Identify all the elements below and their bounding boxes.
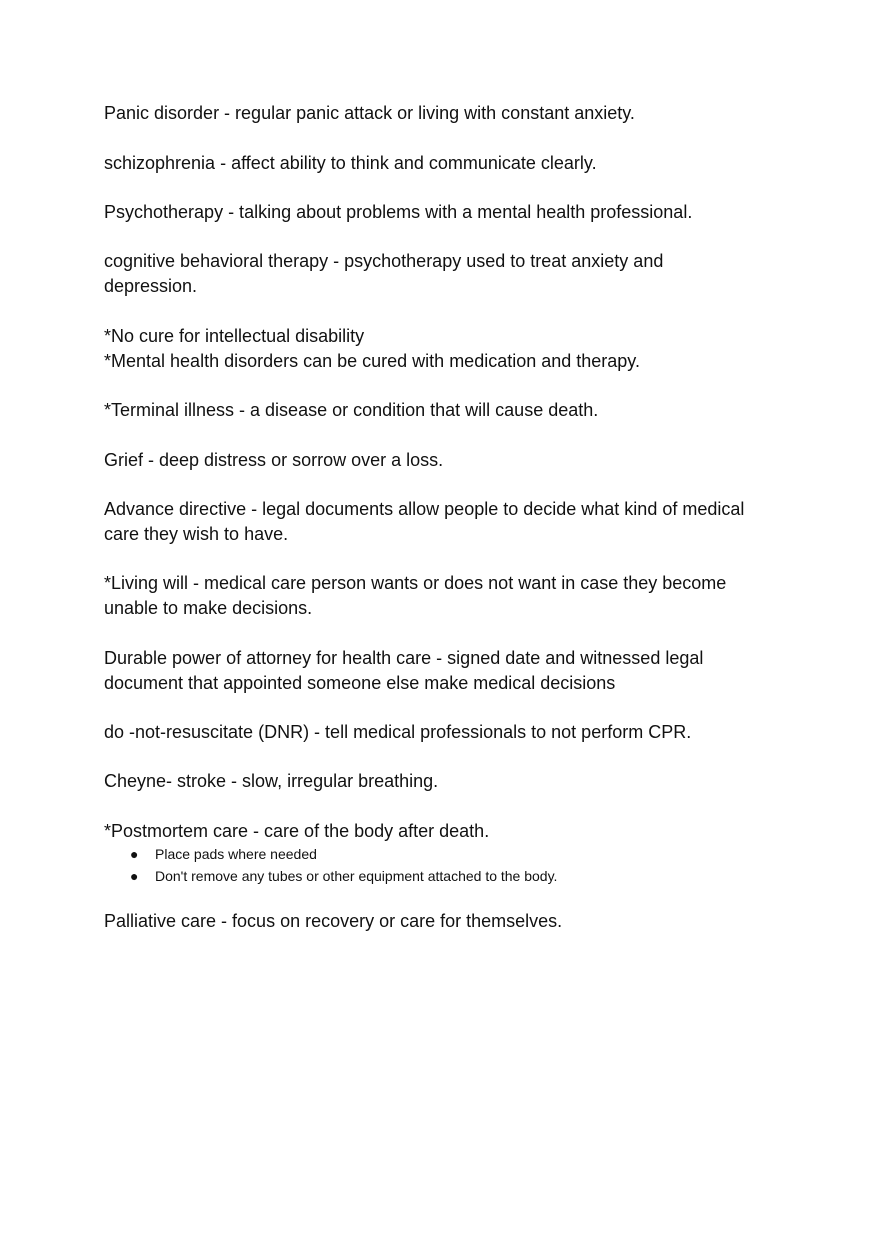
bullet-icon: ●	[130, 846, 139, 862]
dnr-line: do -not-resuscitate (DNR) - tell medical professionals to not perform CPR.	[104, 722, 692, 742]
advance-directive-line-1: Advance directive - legal documents allow people to decide what kind of medical	[104, 499, 745, 519]
postmortem-care-line: *Postmortem care - care of the body after death.	[104, 821, 490, 841]
intellectual-disability-note: *No cure for intellectual disability	[104, 326, 365, 346]
cbt-line-1: cognitive behavioral therapy - psychotherapy used to treat anxiety and	[104, 251, 664, 271]
schizophrenia-line: schizophrenia - affect ability to think and communicate clearly.	[104, 153, 597, 173]
living-will-line-1: *Living will - medical care person wants or does not want in case they become	[104, 573, 727, 593]
bullet-icon: ●	[130, 868, 139, 884]
list-item	[130, 865, 557, 887]
mental-health-cure-note: *Mental health disorders can be cured with medication and therapy.	[104, 351, 640, 371]
bullet-text: Don't remove any tubes or other equipment attached to the body.	[155, 868, 558, 884]
panic-disorder-line: Panic disorder - regular panic attack or living with constant anxiety.	[104, 103, 635, 123]
psychotherapy-line: Psychotherapy - talking about problems with a mental health professional.	[104, 202, 693, 222]
durable-power-line-1: Durable power of attorney for health care - signed date and witnessed legal	[104, 648, 704, 668]
grief-line: Grief - deep distress or sorrow over a loss.	[104, 450, 444, 470]
durable-power-line-2: document that appointed someone else make medical decisions	[104, 673, 616, 693]
postmortem-bullet-list	[130, 843, 557, 887]
advance-directive-line-2: care they wish to have.	[104, 524, 289, 544]
living-will-line-2: unable to make decisions.	[104, 598, 313, 618]
cheyne-stroke-line: Cheyne- stroke - slow, irregular breathing.	[104, 771, 439, 791]
bullet-text: Place pads where needed	[155, 846, 317, 862]
palliative-care-line: Palliative care - focus on recovery or care for themselves.	[104, 911, 563, 931]
list-item	[130, 843, 557, 865]
cbt-line-2: depression.	[104, 276, 198, 296]
terminal-illness-line: *Terminal illness - a disease or condition that will cause death.	[104, 400, 599, 420]
